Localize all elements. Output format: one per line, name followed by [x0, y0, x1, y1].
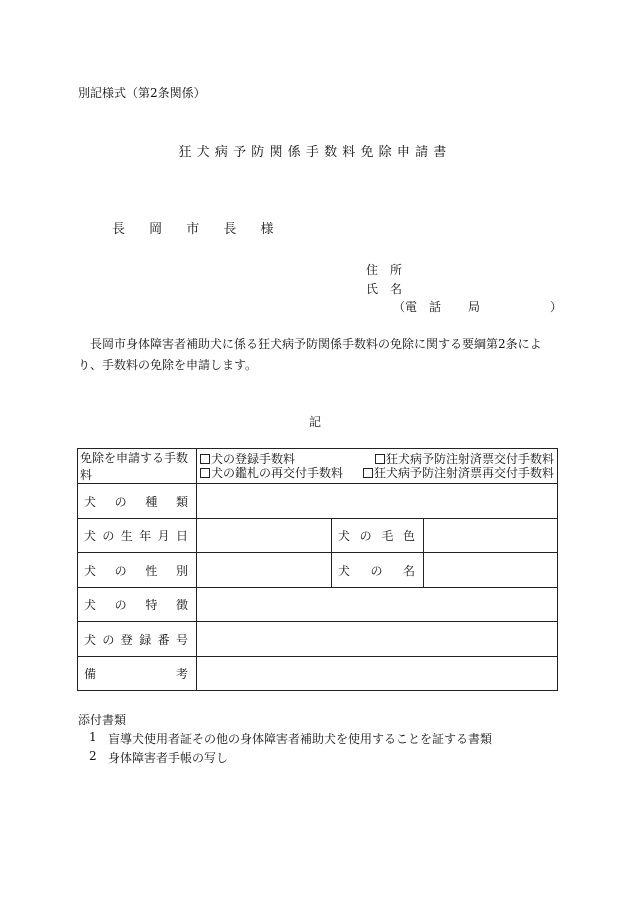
checkbox-icon[interactable]	[200, 468, 210, 478]
dog-name-field[interactable]	[424, 553, 558, 588]
dog-name-label: 犬の名	[332, 553, 424, 588]
attachment-item: 身体障害者手帳の写し	[108, 751, 229, 765]
table-row	[78, 519, 558, 553]
attachment-number: 1	[89, 730, 97, 744]
fee-options-cell	[197, 449, 558, 484]
breed-field[interactable]	[197, 484, 558, 519]
application-statement: 長岡市身体障害者補助犬に係る狂犬病予防関係手数料の免除に関する要綱第2条により、手数料の免除を申請します。	[78, 337, 542, 372]
addressee: 長 岡 市 長 様	[112, 222, 284, 237]
sex-label: 犬の性別	[78, 553, 197, 588]
table-row	[78, 553, 558, 588]
registration-number-field[interactable]	[197, 622, 558, 657]
phone-station-label: 局	[468, 300, 481, 314]
address-label: 住所	[366, 263, 415, 277]
coat-color-field[interactable]	[424, 519, 558, 553]
form-reference: 別記様式（第2条関係）	[78, 86, 206, 100]
sex-field[interactable]	[197, 553, 332, 588]
features-field[interactable]	[197, 588, 558, 622]
remarks-field[interactable]	[197, 657, 558, 691]
birthdate-field[interactable]	[197, 519, 332, 553]
fee-label: 免除を申請する手数料	[78, 449, 197, 484]
attachment-item: 盲導犬使用者証その他の身体障害者補助犬を使用することを証する書類	[108, 732, 493, 746]
phone-paren-close: ）	[550, 300, 563, 314]
application-form-table	[77, 448, 558, 691]
coat-color-label: 犬の毛色	[332, 519, 424, 553]
fee-option-vaccination-tag-reissue[interactable]: 狂犬病予防注射済票再交付手数料	[363, 466, 554, 480]
table-row	[78, 588, 558, 622]
table-row	[78, 622, 558, 657]
table-row	[78, 484, 558, 519]
name-label: 氏名	[366, 282, 415, 296]
checkbox-icon[interactable]	[363, 468, 373, 478]
table-row	[78, 657, 558, 691]
breed-label: 犬の種類	[78, 484, 197, 519]
checkbox-icon[interactable]	[375, 454, 385, 464]
fee-option-vaccination-tag[interactable]: 狂犬病予防注射済票交付手数料	[375, 452, 554, 466]
fee-option-registration[interactable]: 犬の登録手数料	[200, 452, 295, 466]
registration-number-label: 犬の登録番号	[78, 622, 197, 657]
remarks-label: 備考	[78, 657, 197, 691]
table-row	[78, 449, 558, 484]
features-label: 犬の特徴	[78, 588, 197, 622]
checkbox-icon[interactable]	[200, 454, 210, 464]
phone-paren-open: （	[393, 300, 406, 314]
ki-heading: 記	[309, 415, 322, 429]
birthdate-label: 犬の生年月日	[78, 519, 197, 553]
phone-label: 電 話	[405, 300, 442, 314]
fee-option-license-reissue[interactable]: 犬の鑑札の再交付手数料	[200, 466, 343, 480]
attachments-heading: 添付書類	[78, 713, 127, 727]
document-title: 狂犬病予防関係手数料免除申請書	[178, 145, 452, 160]
attachment-number: 2	[89, 749, 97, 763]
